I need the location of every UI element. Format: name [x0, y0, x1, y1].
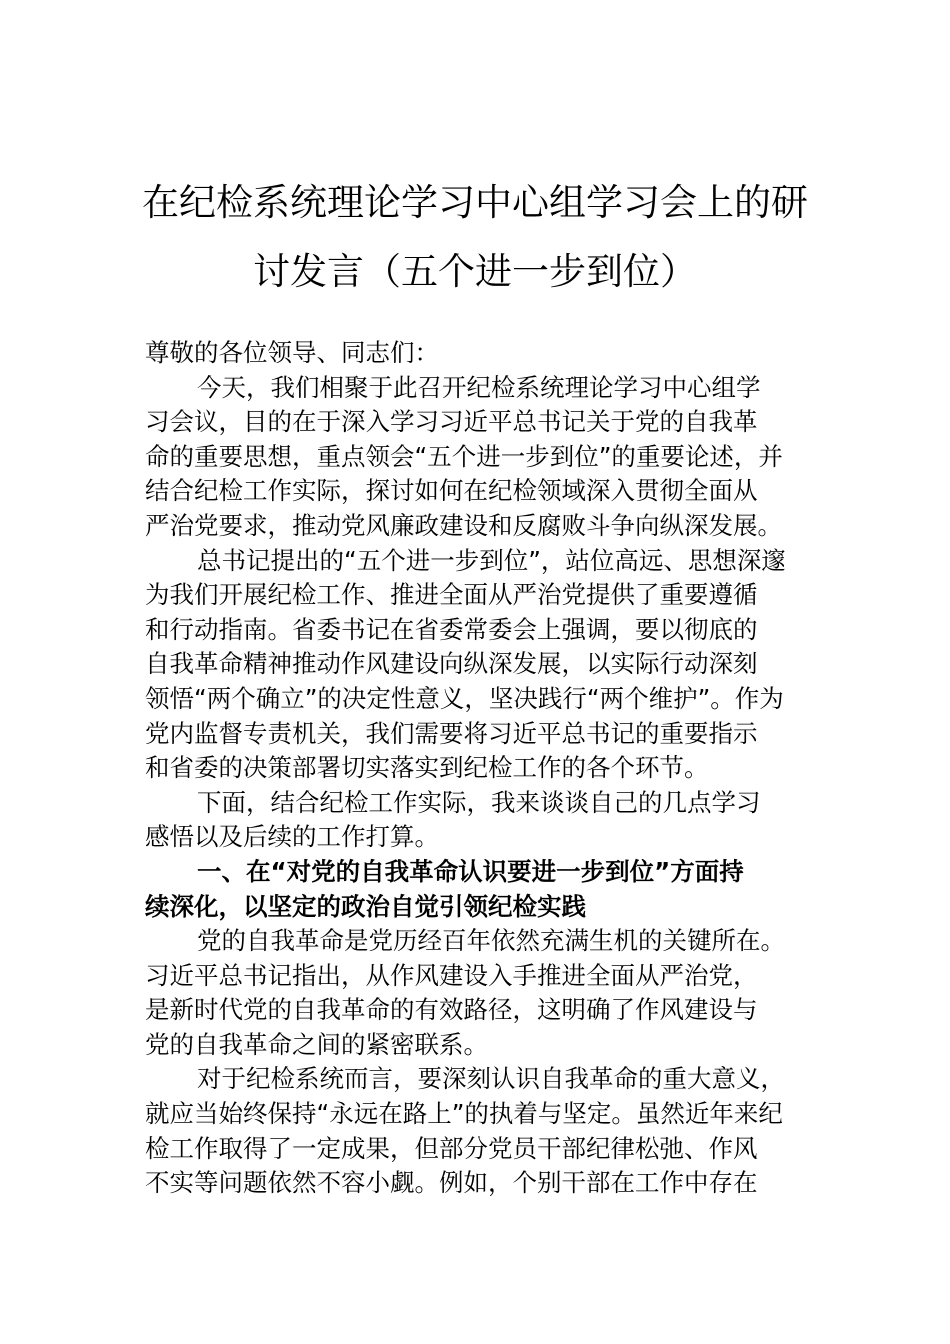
document-title-line-2: 讨发言（五个进一步到位） — [253, 250, 697, 293]
salutation: 尊敬的各位领导、同志们： — [145, 338, 439, 367]
paragraph-line: 检工作取得了一定成果，但部分党员干部纪律松弛、作风 — [145, 1133, 758, 1163]
paragraph-line: 对于纪检系统而言，要深刻认识自我革命的重大意义， — [197, 1064, 785, 1094]
paragraph-line: 和行动指南。省委书记在省委常委会上强调，要以彻底的 — [145, 614, 758, 644]
paragraph-line: 习近平总书记指出，从作风建设入手推进全面从严治党， — [145, 960, 758, 990]
paragraph-line: 严治党要求，推动党风廉政建设和反腐败斗争向纵深发展。 — [145, 510, 782, 540]
paragraph-line: 为我们开展纪检工作、推进全面从严治党提供了重要遵循 — [145, 580, 758, 610]
paragraph-line: 命的重要思想，重点领会“五个进一步到位”的重要论述，并 — [145, 441, 783, 471]
paragraph-line: 今天，我们相聚于此召开纪检系统理论学习中心组学 — [197, 372, 761, 402]
paragraph-line: 和省委的决策部署切实落实到纪检工作的各个环节。 — [145, 753, 709, 783]
paragraph-line: 不实等问题依然不容小觑。例如，个别干部在工作中存在 — [145, 1168, 758, 1198]
paragraph-line: 党的自我革命之间的紧密联系。 — [145, 1029, 488, 1059]
paragraph-line: 结合纪检工作实际，探讨如何在纪检领域深入贯彻全面从 — [145, 476, 758, 506]
document-title-line-1: 在纪检系统理论学习中心组学习会上的研 — [142, 181, 808, 224]
section-heading-line: 一、在“对党的自我革命认识要进一步到位”方面持 — [197, 856, 744, 886]
paragraph-line: 感悟以及后续的工作打算。 — [145, 822, 439, 852]
paragraph-line: 自我革命精神推动作风建设向纵深发展，以实际行动深刻 — [145, 649, 758, 679]
paragraph-line: 下面，结合纪检工作实际，我来谈谈自己的几点学习 — [197, 787, 761, 817]
document-body — [145, 336, 845, 1201]
paragraph-line: 总书记提出的“五个进一步到位”，站位高远、思想深邃 — [197, 545, 786, 575]
paragraph-line: 领悟“两个确立”的决定性意义，坚决践行“两个维护”。作为 — [145, 683, 784, 713]
paragraph-line: 就应当始终保持“永远在路上”的执着与坚定。虽然近年来纪 — [145, 1099, 783, 1129]
paragraph-line: 是新时代党的自我革命的有效路径，这明确了作风建设与 — [145, 995, 758, 1025]
paragraph-line: 习会议，目的在于深入学习习近平总书记关于党的自我革 — [145, 407, 758, 437]
paragraph-line: 党的自我革命是党历经百年依然充满生机的关键所在。 — [197, 926, 785, 956]
paragraph-line: 党内监督专责机关，我们需要将习近平总书记的重要指示 — [145, 718, 758, 748]
section-heading-line: 续深化，以坚定的政治自觉引领纪检实践 — [145, 891, 586, 921]
